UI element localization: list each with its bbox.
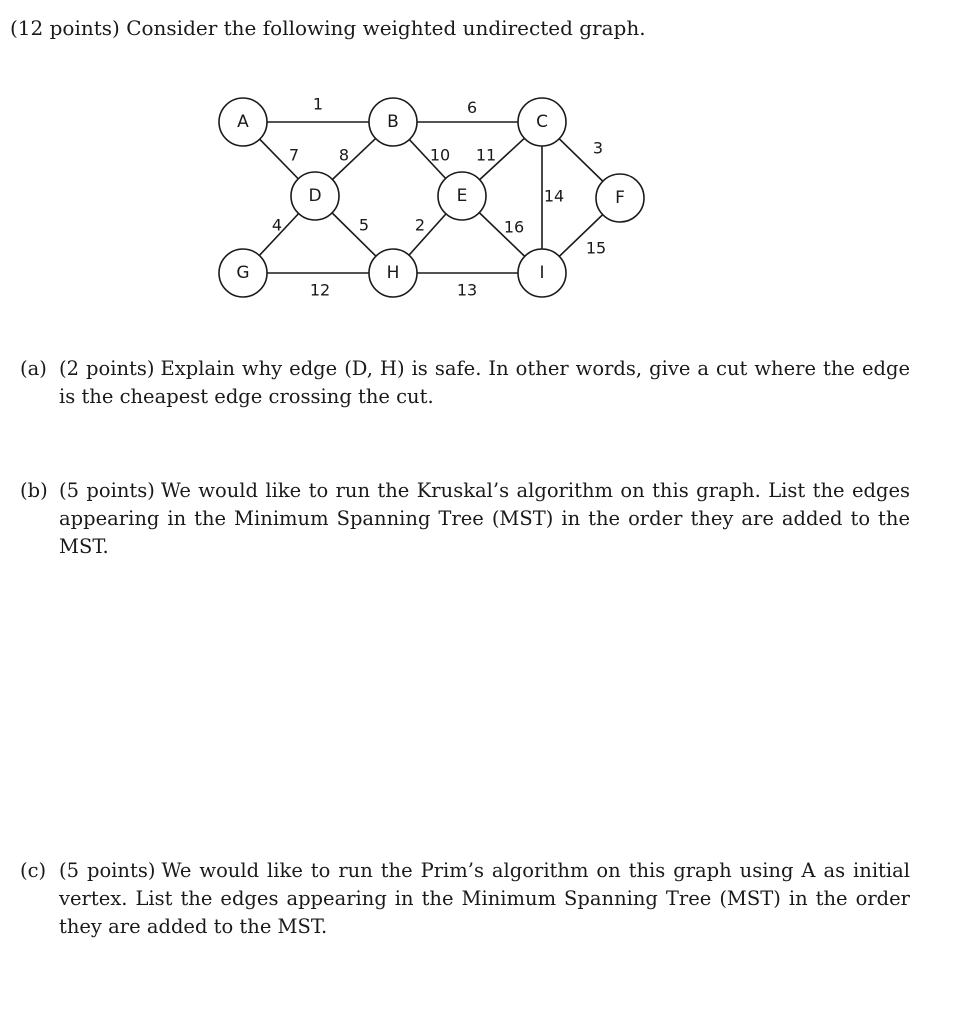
node-label-h: H [386,263,400,283]
weight-b-e: 10 [429,145,451,165]
weight-c-i: 14 [543,186,565,206]
part-b-points: (5 points) [59,479,155,502]
node-g [219,249,267,297]
node-d [291,172,339,220]
weight-g-h: 12 [309,280,331,300]
part-b-text: We would like to run the Kruskal’s algorithm on this graph. List the edges appearing in the Minimum Spanning Tree (MST) in the order they are added to the MST. [59,479,910,558]
question-intro: (12 points) Consider the following weighted undirected graph. [10,16,646,40]
part-a [20,355,910,411]
part-c-marker: (c) [20,859,47,882]
graph-nodes [219,98,644,297]
node-label-c: C [536,112,548,132]
node-label-i: I [539,263,545,283]
node-label-f: F [615,188,625,208]
node-label-d: D [308,186,322,206]
part-c-points: (5 points) [59,859,156,882]
weight-d-h: 5 [358,215,370,235]
weight-b-d: 8 [338,145,350,165]
node-i [518,249,566,297]
weight-d-g: 4 [271,215,283,235]
node-label-b: B [387,112,399,132]
part-c [20,857,910,941]
weight-e-h: 2 [414,215,426,235]
weight-c-f: 3 [592,138,604,158]
node-b [369,98,417,146]
weight-b-c: 9 [466,97,478,117]
part-b-marker: (b) [20,479,48,502]
weight-f-i: 15 [585,238,607,258]
part-a-points: (2 points) [59,357,155,380]
weight-a-b: 1 [312,94,324,114]
weight-a-d: 7 [288,145,300,165]
part-a-text: Explain why edge (D, H) is safe. In other words, give a cut where the edge is the cheapest edge crossing the cut. [59,357,911,408]
node-a [219,98,267,146]
node-f [596,174,644,222]
weight-c-e: 11 [475,145,497,165]
node-e [438,172,486,220]
part-c-text: We would like to run the Prim’s algorithm on this graph using A as initial vertex. List the edges appearing in the Minimum Spanning Tree (MST) in the order they are added to the MST. [59,859,910,938]
node-c [518,98,566,146]
weighted-graph [205,85,665,315]
part-b [20,477,910,561]
weight-e-i: 16 [503,217,525,237]
node-label-a: A [237,112,249,132]
weight-h-i: 13 [456,280,478,300]
node-label-g: G [236,263,250,283]
node-h [369,249,417,297]
node-label-e: E [456,186,468,206]
part-a-marker: (a) [20,357,47,380]
